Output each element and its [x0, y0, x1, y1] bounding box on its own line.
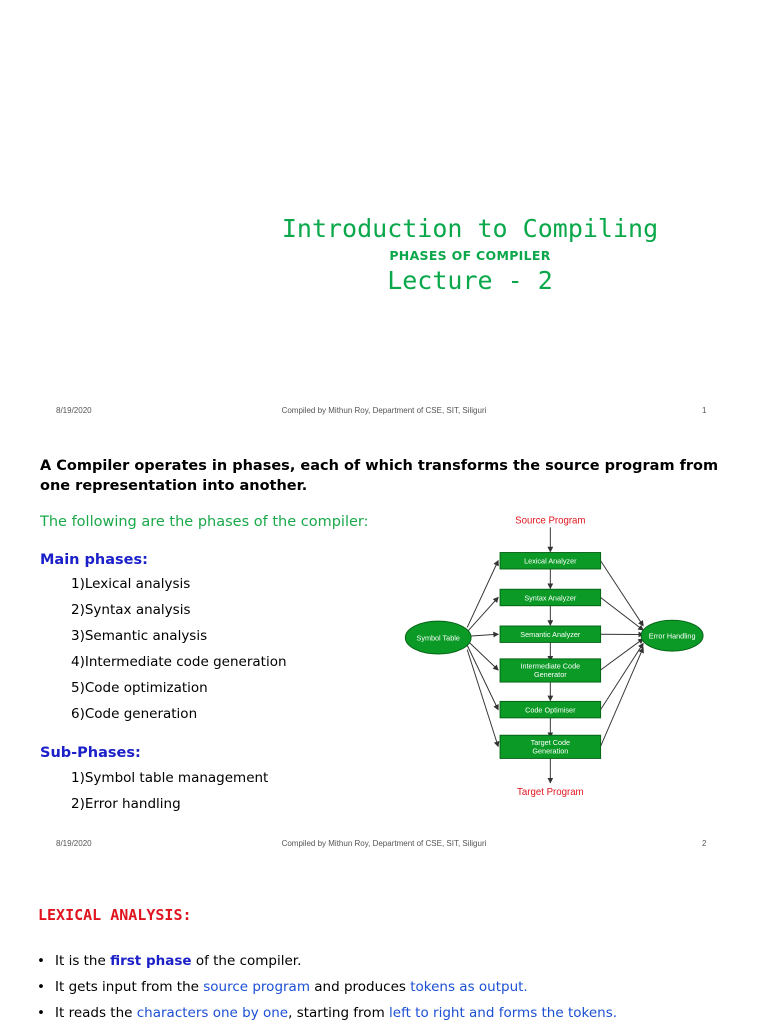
symbol-table-arrow [467, 597, 498, 631]
bullet-text-segment: left to right and forms the tokens. [389, 1005, 618, 1021]
bullet-text-segment: of the compiler. [191, 953, 302, 969]
slide-lexical-analysis [0, 858, 768, 1024]
error-handling-arrow [601, 648, 644, 746]
footer-credit: Compiled by Mithun Roy, Department of CSE, SIT, Siliguri [281, 839, 487, 848]
sub-phase-item: 2)Error handling [71, 796, 181, 812]
bullet-text-segment: source program [203, 979, 310, 995]
main-phase-item: 1)Lexical analysis [71, 576, 191, 592]
main-phase-item: 2)Syntax analysis [71, 602, 191, 618]
phase-box-label: Generator [534, 670, 567, 680]
bullet-text-segment: It reads the [55, 1005, 137, 1021]
slide-title-text: Introduction to Compiling [281, 214, 659, 243]
lexical-bullet [37, 979, 528, 995]
error-handling-arrow [601, 561, 644, 626]
main-phase-item: 6)Code generation [71, 706, 198, 722]
error-handling-arrow [601, 597, 644, 630]
lecture-number: Lecture - 2 [387, 266, 553, 295]
sub-phases-heading-text: Sub-Phases [40, 745, 135, 761]
compiler-phases-diagram [390, 510, 730, 800]
phase-box-label: Target Code [530, 737, 571, 747]
intro-paragraph: A Compiler operates in phases, each of which transforms the source program from one representation into another. [40, 458, 719, 494]
lexical-bullet [37, 1005, 617, 1021]
phase-box-label: Lexical Analyzer [524, 556, 577, 566]
bullet-text-segment: It is the [55, 953, 111, 969]
main-phase-item: 5)Code optimization [71, 680, 208, 696]
phase-box-label: Generation [532, 746, 569, 756]
main-phase-item: 4)Intermediate code generation [71, 654, 287, 670]
phase-box-label: Code Optimiser [525, 705, 576, 715]
error-handling-label: Error Handling [648, 631, 696, 641]
bullet-text-segment: and produces [309, 979, 411, 995]
phases-lead: The following are the phases of the compiler: [40, 514, 369, 530]
phase-box-label: Semantic Analyzer [520, 630, 581, 640]
bullet-dot-icon: • [37, 1005, 45, 1021]
footer-date: 8/19/2020 [56, 839, 92, 848]
sub-phases-heading: Sub-Phases: [40, 745, 141, 761]
bullet-dot-icon: • [37, 953, 45, 969]
error-handling-arrow [601, 639, 644, 670]
bullet-text-segment: It gets input from the [55, 979, 204, 995]
footer-page-number: 1 [702, 406, 707, 415]
main-phases-heading: Main phases: [40, 552, 148, 568]
lexical-analysis-heading: LEXICAL ANALYSIS: [38, 906, 192, 924]
bullet-dot-icon: • [37, 979, 45, 995]
lexical-bullet [37, 953, 301, 969]
symbol-table-arrow [467, 650, 498, 747]
bullet-text-segment: characters one by one [136, 1005, 289, 1021]
bullet-text-segment: first phase [110, 953, 192, 969]
phase-box-label: Syntax Analyzer [524, 593, 577, 603]
symbol-table-arrow [467, 634, 498, 636]
footer-date: 8/19/2020 [56, 406, 92, 415]
bullet-text-segment: tokens as output. [410, 979, 528, 995]
error-handling-arrow [601, 644, 644, 710]
bullet-text-segment: , starting from [288, 1005, 390, 1021]
slide-title [0, 0, 768, 428]
symbol-table-arrow [467, 561, 498, 628]
source-program-label: Source Program [515, 515, 586, 527]
target-program-label: Target Program [517, 787, 584, 799]
main-phase-item: 3)Semantic analysis [71, 628, 208, 644]
footer-credit: Compiled by Mithun Roy, Department of CSE, SIT, Siliguri [281, 406, 487, 415]
slide-phases [0, 428, 768, 858]
slide-subtitle: PHASES OF COMPILER [389, 248, 551, 263]
phase-box-label: Intermediate Code [520, 661, 581, 671]
sub-phase-item: 1)Symbol table management [71, 770, 269, 786]
footer-page-number: 2 [702, 839, 707, 848]
main-phases-heading-text: Main phases [40, 552, 143, 568]
symbol-table-label: Symbol Table [416, 633, 460, 643]
